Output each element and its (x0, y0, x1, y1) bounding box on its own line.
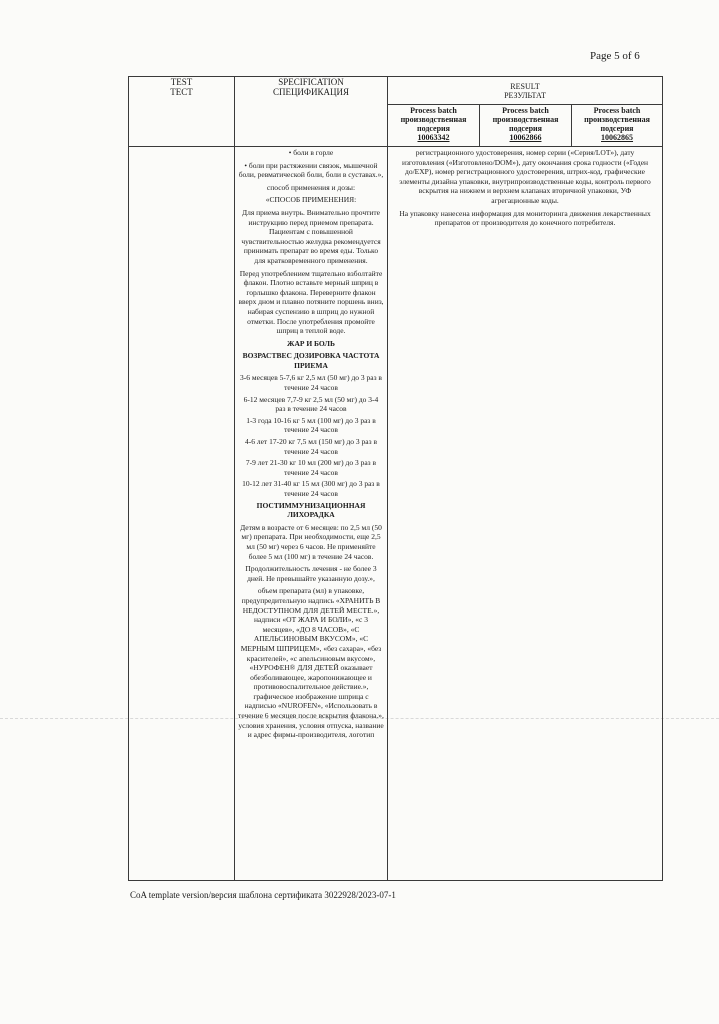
spec-line: «СПОСОБ ПРИМЕНЕНИЯ: (265, 195, 357, 205)
result-header-ru: РЕЗУЛЬТАТ (504, 91, 546, 100)
specification-column-header (235, 77, 388, 147)
batch-number: 10062866 (509, 133, 542, 142)
spec-line: Для приема внутрь. Внимательно прочтите инструкцию перед приемом препарата. Пациентам с повышенной чувствительностью желудка рекомендуется принимать препарат во время еды. Только для кратковременного применения. (241, 207, 381, 265)
result-header-en: RESULT (510, 82, 540, 91)
dosage-row: 6-12 месяцев 7,7-9 кг 2,5 мл (50 мг) до 3-4 раз в течение 24 часов (243, 394, 379, 414)
batch-sub: производственная подсерия (584, 115, 650, 133)
dosage-table-header: ВОЗРАСТВЕС ДОЗИРОВКА ЧАСТОТА ПРИЕМА (242, 351, 380, 370)
spec-line: • боли при растяжении связок, мышечной боли, ревматической боли, боли в суставах.», (238, 160, 384, 180)
test-header-ru: ТЕСТ (170, 87, 193, 97)
dosage-row: 7-9 лет 21-30 кг 10 мл (200 мг) до 3 раз в течение 24 часов (245, 458, 377, 477)
result-line: регистрационного удостоверения, номер серии («Серия/LOT»), дату изготовления («Изготовлено/DOM»), дату окончания срока годности («Годен до/EXP), номер регистрационного удостоверения, штрих-код, графические элементы дизайна упаковки, внутрипроизводственные коды, контроль первого вскрытия на нижнем и верхнем клапанах вторичной упаковки, УФ агрегационные коды. (399, 148, 651, 205)
specification-cell (235, 147, 388, 881)
dosage-row: 1-3 года 10-16 кг 5 мл (100 мг) до 3 раз в течение 24 часов (246, 415, 376, 435)
batch-sub: производственная подсерия (492, 115, 559, 133)
result-column-header (388, 77, 663, 105)
batch-sub: производственная подсерия (400, 115, 467, 133)
spec-line: Продолжительность лечения - не более 3 дней. Не превышайте указанную дозу.», (245, 564, 377, 583)
test-cell (129, 147, 235, 881)
result-cell (388, 147, 663, 881)
batch-number: 10063342 (417, 133, 450, 142)
spec-line: • боли в горле (288, 148, 334, 157)
spec-line: Детям в возрасте от 6 месяцев: по 2,5 мл (50 мг) препарата. При необходимости, еще 2,5 мл (50 мг) через 6 часов. Не применяйте более 5 мл (100 мг) в течение 24 часов. (240, 522, 382, 561)
spec-header-ru: СПЕЦИФИКАЦИЯ (272, 87, 350, 97)
spec-line: объем препарата (мл) в упаковке, предупредительную надпись «ХРАНИТЬ В НЕДОСТУПНОМ ДЛЯ ДЕТЕЙ МЕСТЕ.», надписи «ОТ ЖАРА И БОЛИ», «с 3 месяцев», «ДО 8 ЧАСОВ», «С АПЕЛЬСИНОВЫМ ВКУСОМ», «С МЕРНЫМ ШПРИЦЕМ», «без сахара», «без красителей», «с апельсиновым вкусом», «НУРОФЕН® ДЛЯ ДЕТЕЙ оказывает обезболивающее, жаропонижающее и противовоспалительное действие.», графическое изображение шприца с надписью «NUROFEN», «Использовать в течение 6 месяцев после вскрытия флакона.», условия хранения, условия отпуска, название и адрес фирмы-производителя, логотип (238, 586, 384, 740)
dosage-row: 10-12 лет 31-40 кг 15 мл (300 мг) до 3 раз в течение 24 часов (242, 479, 380, 498)
footer-template-version: CoA template version/версия шаблона сертификата 3022928/2023-07-1 (130, 890, 396, 900)
batch-label: Process batch (593, 106, 641, 115)
result-line: На упаковку нанесена информация для мониторинга движения лекарственных препаратов от производителя до конечного потребителя. (399, 208, 651, 228)
spec-line: Перед употреблением тщательно взболтайте флакон. Плотно вставьте мерный шприц в горлышко флакона. Переверните флакон вверх дном и плавно потяните поршень вниз, набирая суспензию в шприц до нужной отметки. После употребления промойте шприц в теплой воде. (238, 268, 384, 336)
test-column-header (129, 77, 235, 147)
batch-header-3 (572, 105, 663, 147)
spec-line: способ применения и дозы: (266, 182, 356, 192)
spec-heading-post-immunization: ПОСТИММУНИЗАЦИОННАЯ ЛИХОРАДКА (256, 500, 366, 520)
batch-label: Process batch (410, 106, 457, 115)
page-number: Page 5 of 6 (590, 50, 640, 62)
spec-heading-fever-pain: ЖАР И БОЛЬ (287, 338, 335, 348)
coa-table (128, 76, 663, 881)
batch-header-2 (480, 105, 572, 147)
batch-header-1 (388, 105, 480, 147)
batch-label: Process batch (502, 106, 549, 115)
dosage-row: 3-6 месяцев 5-7,6 кг 2,5 мл (50 мг) до 3 раз в течение 24 часов (240, 373, 382, 393)
spec-header-en: SPECIFICATION (278, 77, 344, 87)
test-header-en: TEST (170, 77, 193, 87)
dosage-row: 4-6 лет 17-20 кг 7,5 мл (150 мг) до 3 раз в течение 24 часов (244, 437, 378, 456)
batch-number: 10062865 (601, 133, 634, 142)
